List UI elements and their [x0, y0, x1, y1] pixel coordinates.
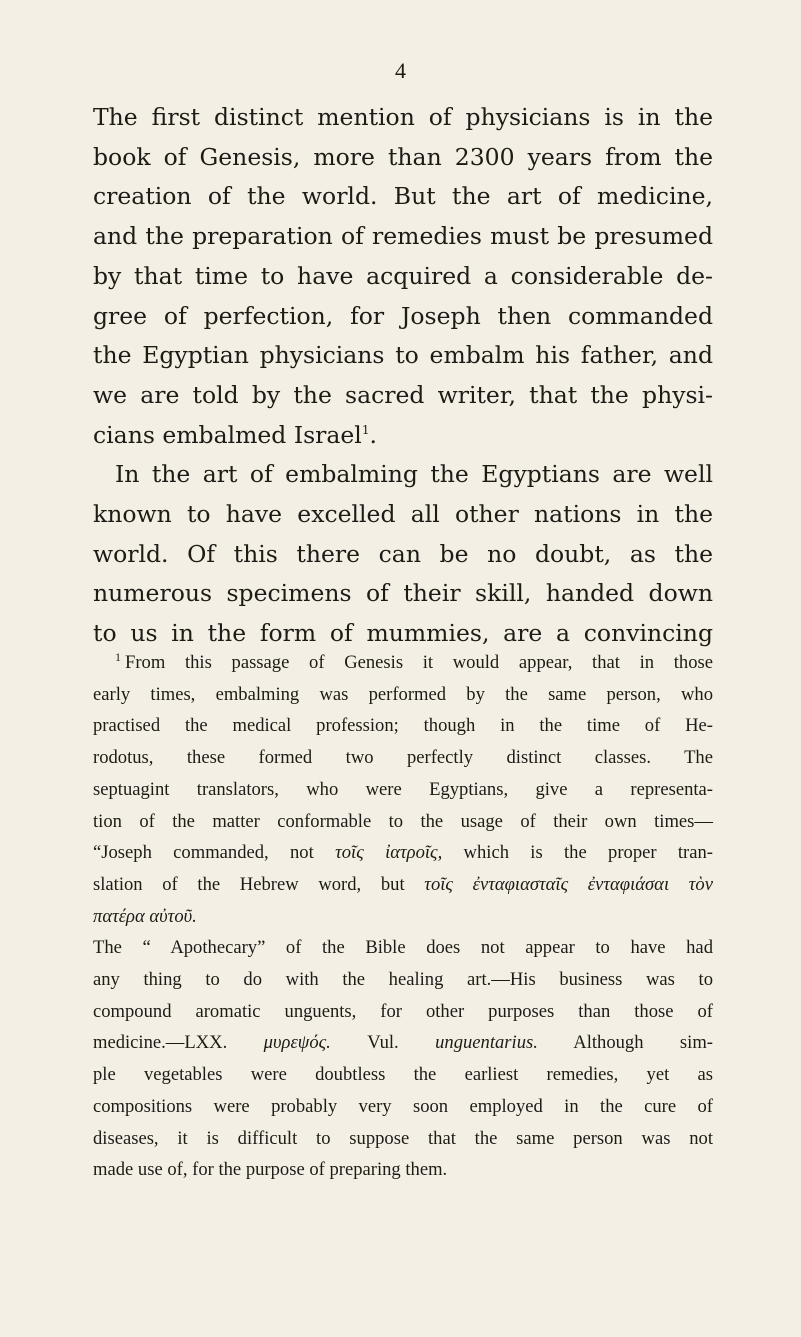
page-number: 4 [395, 58, 406, 83]
text-fragment: . [369, 420, 377, 449]
footnote-line [93, 1027, 713, 1059]
footnote-line [93, 837, 713, 869]
footnote-line: any thing to do with the healing art.—His business was to [93, 969, 713, 991]
footnote-line: The “ Apothecary” of the Bible does not appear to have had [93, 937, 713, 959]
text-line: known to have excelled all other nations in the [93, 500, 713, 529]
text-line: In the art of embalming the Egyptians are well [115, 460, 713, 489]
greek-text: πατέρα αὐτοῦ. [93, 905, 197, 927]
greek-text: τοῖς ἰατροῖς, [335, 842, 443, 864]
text-line: numerous specimens of their skill, handed down [93, 579, 713, 608]
main-text [93, 98, 713, 654]
text-line [93, 416, 713, 456]
greek-text: μυρεψός. [263, 1032, 331, 1054]
latin-text: unguentarius. [435, 1032, 538, 1054]
footnote-line: ple vegetables were doubtless the earliest remedies, yet as [93, 1064, 713, 1086]
text-line: and the preparation of remedies must be presumed [93, 222, 713, 251]
footnote-line [93, 647, 713, 679]
paragraph-embalming [93, 455, 713, 654]
text-line: The first distinct mention of physicians is in the [93, 103, 713, 131]
text-line: the Egyptian physicians to embalm his father, and [93, 341, 713, 370]
text-fragment: Although sim- [537, 1032, 713, 1054]
text-line: by that time to have acquired a considerable de- [93, 261, 713, 290]
footnote-line: tion of the matter conformable to the usage of their own times— [93, 810, 713, 832]
text-fragment: medicine.—LXX. [93, 1032, 264, 1054]
text-line: world. Of this there can be no doubt, as the [93, 539, 713, 568]
text-line: to us in the form of mummies, are a convincing [93, 619, 713, 648]
footnote-marker: 1 [115, 650, 121, 664]
footnote-line: rodotus, these formed two perfectly distinct classes. The [93, 747, 713, 769]
text-fragment: Vul. [330, 1032, 436, 1054]
text-fragment: slation of the Hebrew word, but [93, 873, 425, 895]
footnote-line: septuagint translators, who were Egyptians, give a representa- [93, 778, 713, 800]
footnotes [93, 647, 713, 1186]
text-fragment: which is the proper tran- [442, 842, 713, 864]
paragraph-physicians [93, 98, 713, 455]
footnote-line: made use of, for the purpose of preparing them. [93, 1159, 448, 1181]
greek-text: τοῖς ἐνταφιασταῖς ἐνταφιάσαι τὸν [424, 873, 713, 895]
footnote-line: compound aromatic unguents, for other purposes than those of [93, 1000, 713, 1022]
text-line: creation of the world. But the art of medicine, [93, 182, 713, 211]
footnote-line [93, 901, 713, 933]
text-line: gree of perfection, for Joseph then commanded [93, 301, 713, 330]
footnote-line: practised the medical profession; though in the time of He- [93, 715, 713, 737]
footnote-line: early times, embalming was performed by the same person, who [93, 683, 713, 705]
text-line: book of Genesis, more than 2300 years from the [93, 142, 713, 171]
footnote-line [93, 869, 713, 901]
text-fragment: cians embalmed Israel [93, 420, 362, 449]
text-fragment: From this passage of Genesis it would appear, that in those [125, 652, 713, 673]
footnote-line: diseases, it is difficult to suppose that the same person was not [93, 1127, 713, 1149]
text-line: we are told by the sacred writer, that the physi- [93, 380, 713, 409]
text-fragment: “Joseph commanded, not [93, 842, 336, 864]
footnote-reference[interactable]: 1 [361, 422, 370, 437]
footnote-line: compositions were probably very soon employed in the cure of [93, 1095, 713, 1117]
